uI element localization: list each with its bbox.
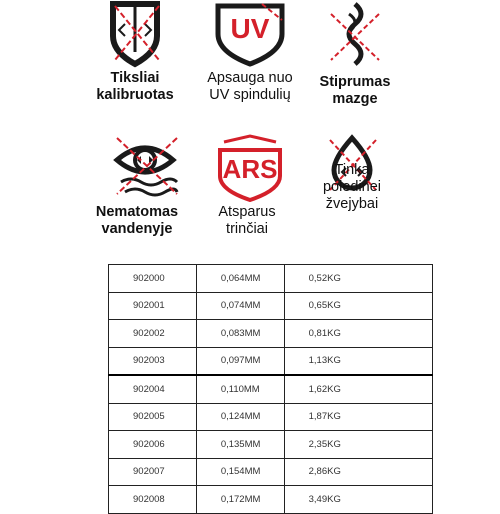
item-code-cell: 902001 <box>109 292 197 320</box>
feature-label: Apsauga nuo UV spindulių <box>207 70 293 103</box>
item-code-cell: 902002 <box>109 320 197 348</box>
breaking-strength-cell: 1,87KG <box>284 403 432 431</box>
item-code-cell: 902000 <box>109 265 197 293</box>
breaking-strength-cell: 3,49KG <box>284 486 432 514</box>
breaking-strength-cell: 2,35KG <box>284 431 432 459</box>
breaking-strength-cell: 1,62KG <box>284 375 432 403</box>
breaking-strength-cell: 2,86KG <box>284 458 432 486</box>
item-code-cell: 902003 <box>109 347 197 375</box>
item-code-cell: 902005 <box>109 403 197 431</box>
feature-knot-strength <box>275 0 435 107</box>
table-row <box>109 486 433 514</box>
item-code-cell: 902004 <box>109 375 197 403</box>
breaking-strength-cell: 0,65KG <box>284 292 432 320</box>
item-code-cell: 902007 <box>109 458 197 486</box>
feature-label: Nematomas vandenyje <box>95 204 179 237</box>
diameter-cell: 0,097MM <box>196 347 284 375</box>
table-row <box>109 403 433 431</box>
uv-icon-text: UV <box>230 13 270 44</box>
table-row <box>109 265 433 293</box>
breaking-strength-cell: 0,81KG <box>284 320 432 348</box>
feature-label: Tiksliai kalibruotas <box>96 70 174 103</box>
item-code-cell: 902006 <box>109 431 197 459</box>
knot-strength-icon <box>275 0 435 68</box>
diameter-cell: 0,135MM <box>196 431 284 459</box>
diameter-cell: 0,083MM <box>196 320 284 348</box>
diameter-cell: 0,074MM <box>196 292 284 320</box>
feature-label: Tinka poledinei žvejybai <box>322 162 382 212</box>
breaking-strength-cell: 1,13KG <box>284 347 432 375</box>
table-row <box>109 458 433 486</box>
spec-table-body <box>109 265 433 514</box>
table-row <box>109 431 433 459</box>
diameter-cell: 0,110MM <box>196 375 284 403</box>
table-row <box>109 292 433 320</box>
ars-icon-text: ARS <box>222 154 278 184</box>
spec-table <box>108 264 433 514</box>
feature-label: Atsparus trinčiai <box>218 204 276 237</box>
table-row <box>109 320 433 348</box>
feature-label: Stiprumas mazge <box>319 74 391 107</box>
diameter-cell: 0,172MM <box>196 486 284 514</box>
table-row <box>109 375 433 403</box>
table-row <box>109 347 433 375</box>
diameter-cell: 0,154MM <box>196 458 284 486</box>
diameter-cell: 0,064MM <box>196 265 284 293</box>
breaking-strength-cell: 0,52KG <box>284 265 432 293</box>
item-code-cell: 902008 <box>109 486 197 514</box>
diameter-cell: 0,124MM <box>196 403 284 431</box>
